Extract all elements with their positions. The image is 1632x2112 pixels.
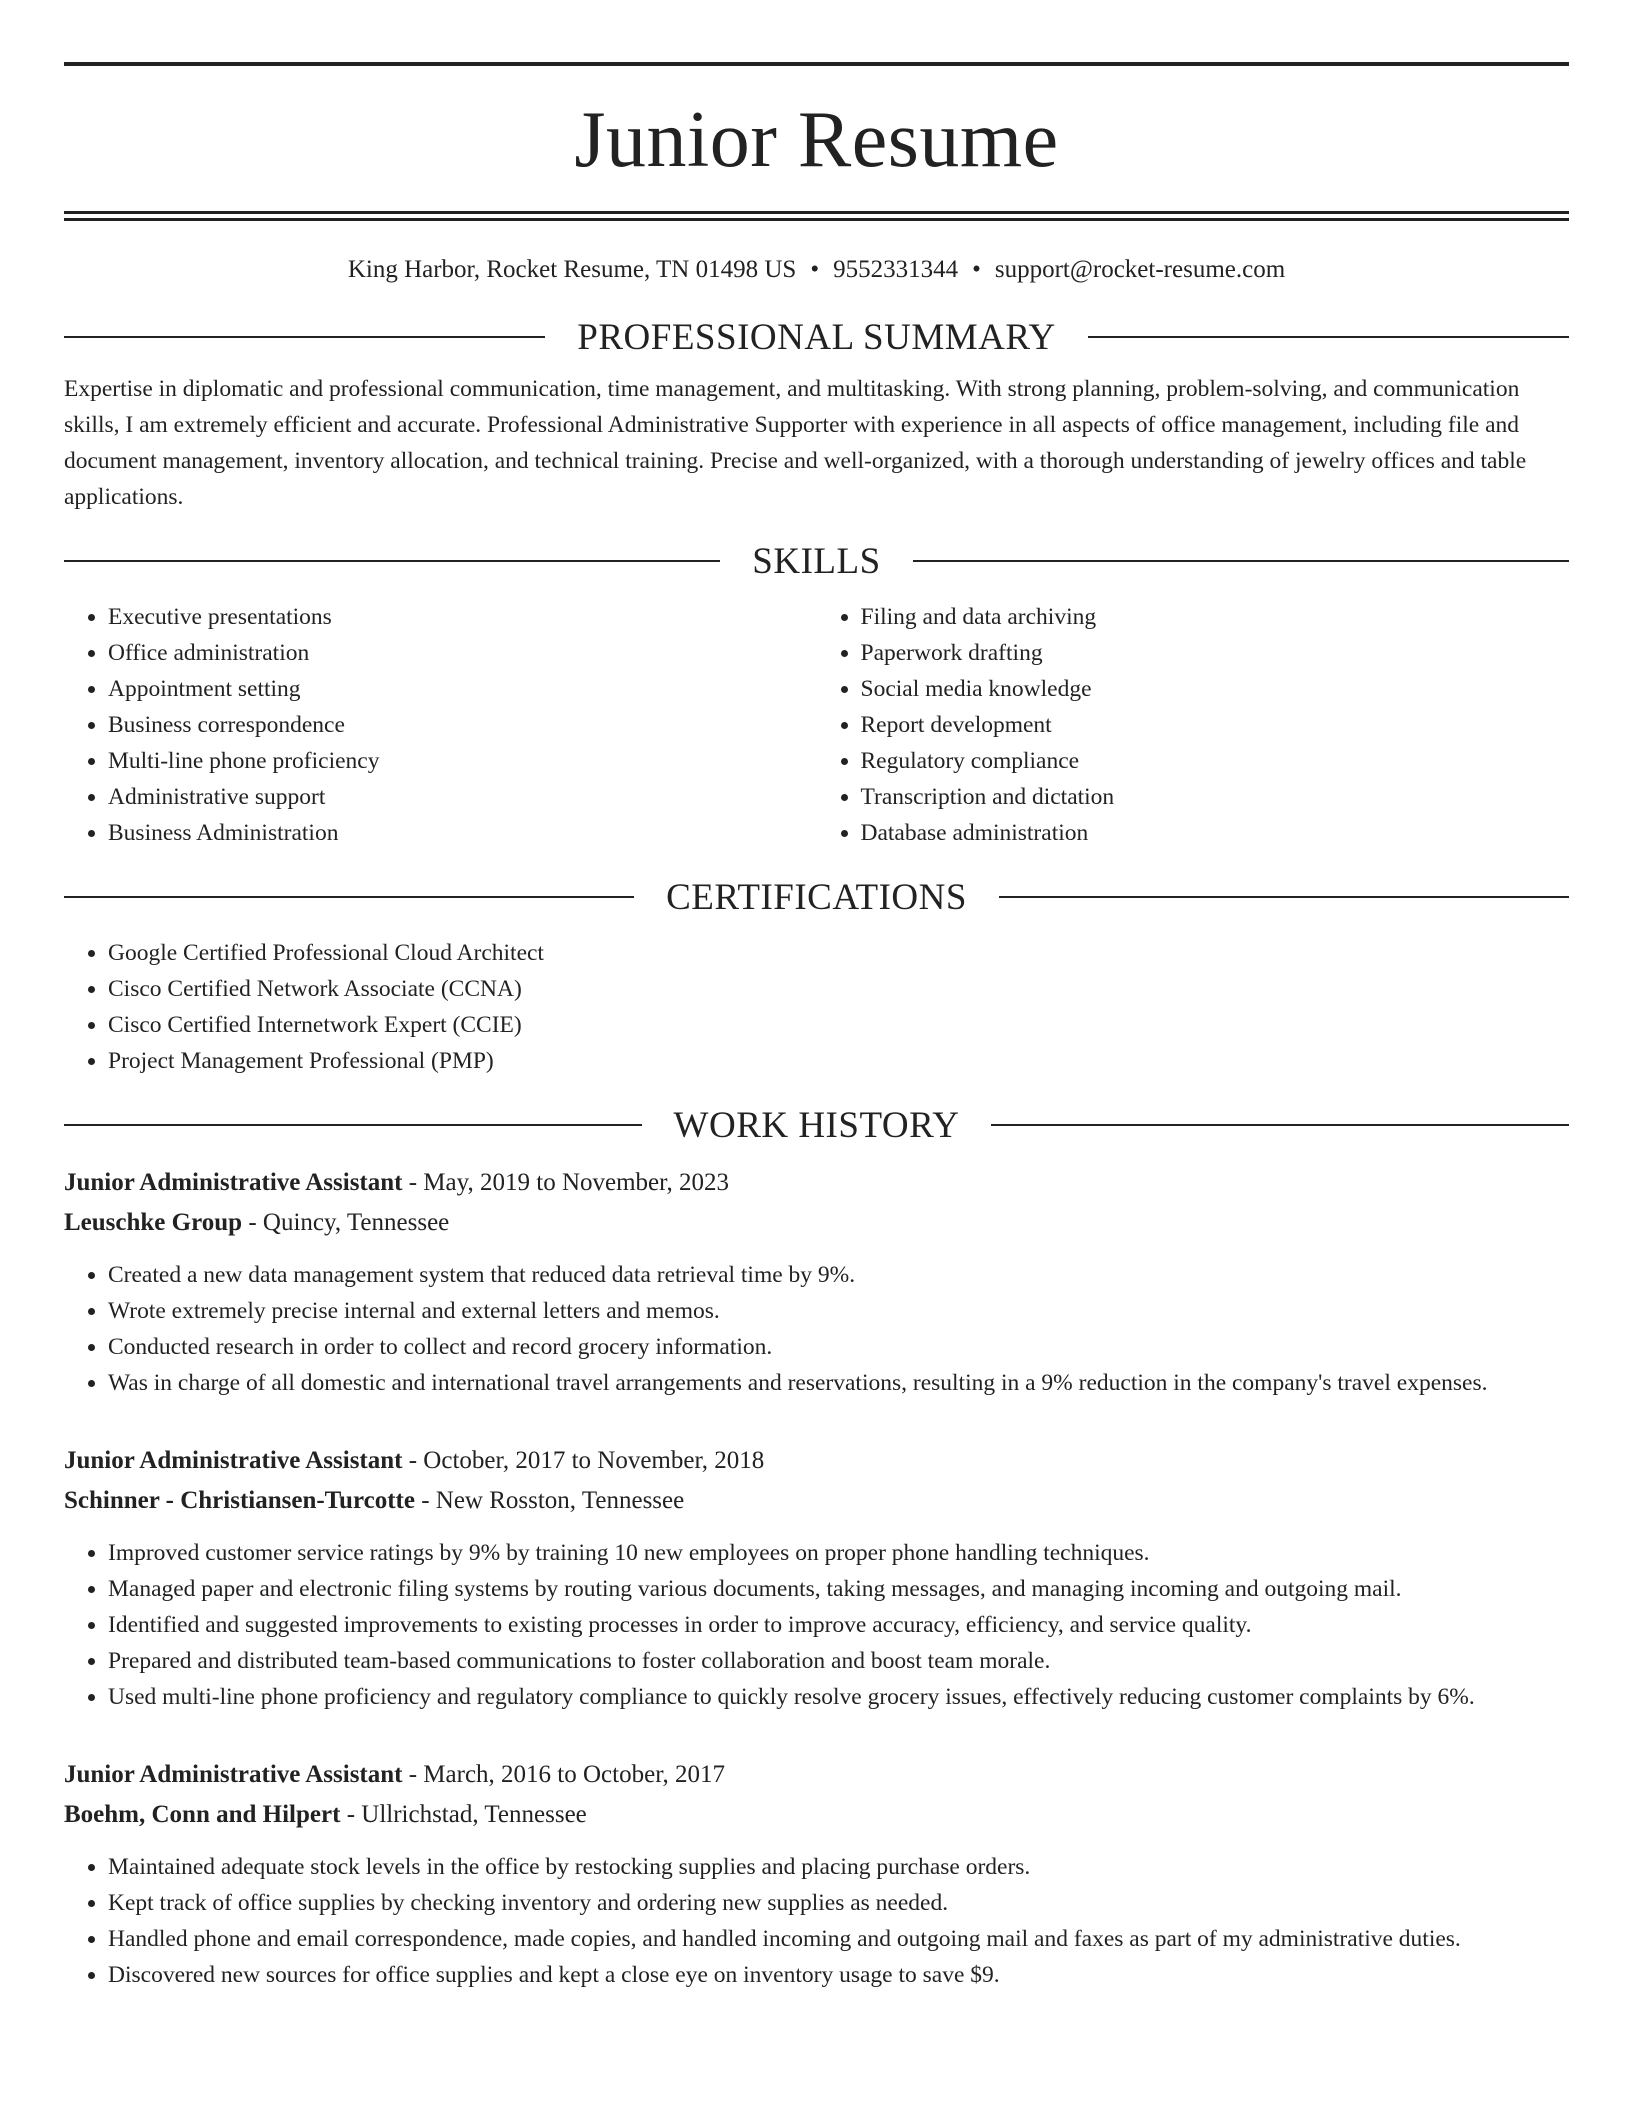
job-location: - New Rosston, Tennessee [414,1487,685,1514]
list-item: • Administrative support [108,779,817,815]
list-item: • Cisco Certified Internetwork Expert (CCIE) [108,1007,1569,1043]
heading-rule [1088,336,1569,338]
list-item: • Managed paper and electronic filing systems by routing various documents, taking messages, and managing incoming and outgoing mail. [108,1571,1569,1607]
heading-rule [991,1124,1569,1126]
work-history-heading [64,1105,1569,1145]
job-bullets [64,1849,1569,1993]
job-title: Junior Administrative Assistant [64,1447,403,1474]
skills-column-left [64,599,817,851]
contact-email: support@rocket-resume.com [994,256,1286,283]
job-title: Junior Administrative Assistant [64,1169,403,1196]
contact-separator: • [810,256,820,283]
list-item: • Database administration [861,815,1570,851]
job-bullets [64,1257,1569,1401]
job-company-line [64,1203,1569,1243]
job-company-line [64,1481,1569,1521]
list-item: • Cisco Certified Network Associate (CCNA) [108,971,1569,1007]
list-item: • Created a new data management system that reduced data retrieval time by 9%. [108,1257,1569,1293]
header-top-rule [64,62,1569,66]
job-title-line [64,1441,1569,1481]
heading-rule [64,336,545,338]
contact-separator: • [972,256,981,283]
list-item: • Conducted research in order to collect and record grocery information. [108,1329,1569,1365]
job-entry [64,1163,1569,1401]
job-title: Junior Administrative Assistant [64,1761,403,1788]
certifications-heading-label: CERTIFICATIONS [666,876,967,918]
list-item: • Executive presentations [108,599,817,635]
list-item: • Paperwork drafting [861,635,1570,671]
job-location: - Ullrichstad, Tennessee [340,1801,587,1828]
list-item: • Was in charge of all domestic and international travel arrangements and reservations, resulting in a 9% reduction in the company's travel expenses. [108,1365,1569,1401]
heading-rule [913,560,1569,562]
list-item: • Google Certified Professional Cloud Architect [108,935,1569,971]
contact-address: King Harbor, Rocket Resume, TN 01498 US [347,256,797,283]
heading-rule [64,560,720,562]
list-item: • Filing and data archiving [861,599,1570,635]
job-location: - Quincy, Tennessee [242,1209,450,1236]
summary-heading [64,317,1569,357]
list-item: • Social media knowledge [861,671,1570,707]
list-item: • Handled phone and email correspondence, made copies, and handled incoming and outgoing mail and faxes as part of my administrative duties. [108,1921,1569,1957]
list-item: • Used multi-line phone proficiency and regulatory compliance to quickly resolve grocery issues, effectively reducing customer complaints by 6%. [108,1679,1569,1715]
job-company: Leuschke Group [64,1209,243,1236]
list-item: • Project Management Professional (PMP) [108,1043,1569,1079]
job-company: Boehm, Conn and Hilpert [64,1801,341,1828]
skills-column-right [817,599,1570,851]
heading-rule [64,896,634,898]
list-item: • Multi-line phone proficiency [108,743,817,779]
list-item: • Regulatory compliance [861,743,1570,779]
resume-title: Junior Resume [574,96,1059,184]
contact-line [64,255,1569,285]
heading-rule [999,896,1569,898]
job-dates: - March, 2016 to October, 2017 [402,1761,726,1788]
certifications-items [64,935,1569,1079]
work-history-heading-label: WORK HISTORY [673,1104,960,1146]
list-item: • Business Administration [108,815,817,851]
job-company-line [64,1795,1569,1835]
list-item: • Maintained adequate stock levels in the office by restocking supplies and placing purchase orders. [108,1849,1569,1885]
list-item: • Prepared and distributed team-based communications to foster collaboration and boost team morale. [108,1643,1569,1679]
job-dates: - October, 2017 to November, 2018 [402,1447,765,1474]
job-entry [64,1755,1569,1993]
list-item: • Discovered new sources for office supplies and kept a close eye on inventory usage to save $9. [108,1957,1569,1993]
certifications-list [64,935,1569,1079]
job-company: Schinner - Christiansen-Turcotte [64,1487,415,1514]
list-item: • Wrote extremely precise internal and external letters and memos. [108,1293,1569,1329]
skills-list [64,599,1569,851]
list-item: • Identified and suggested improvements to existing processes in order to improve accuracy, efficiency, and service quality. [108,1607,1569,1643]
heading-rule [64,1124,642,1126]
resume-page [64,62,1569,1993]
list-item: • Report development [861,707,1570,743]
job-entry [64,1441,1569,1715]
list-item: • Kept track of office supplies by checking inventory and ordering new supplies as needed. [108,1885,1569,1921]
list-item: • Appointment setting [108,671,817,707]
job-title-line [64,1163,1569,1203]
list-item: • Office administration [108,635,817,671]
job-dates: - May, 2019 to November, 2023 [402,1169,729,1196]
list-item: • Business correspondence [108,707,817,743]
header-double-rule [64,211,1569,221]
job-title-line [64,1755,1569,1795]
list-item: • Improved customer service ratings by 9% by training 10 new employees on proper phone handling techniques. [108,1535,1569,1571]
job-bullets [64,1535,1569,1715]
contact-phone: 9552331344 [833,256,959,283]
skills-heading [64,541,1569,581]
summary-text: Expertise in diplomatic and professional communication, time management, and multitasking. With strong planning, problem-solving, and communication skills, I am extremely efficient and accurate. Professional Administrative Supporter with experience in all aspects of office management, including file and document management, inventory allocation, and technical training. Precise and well-organized, with a thorough understanding of jewelry offices and table applications. [64,376,1527,510]
summary-heading-label: PROFESSIONAL SUMMARY [577,316,1056,358]
skills-heading-label: SKILLS [752,540,881,582]
certifications-heading [64,877,1569,917]
list-item: • Transcription and dictation [861,779,1570,815]
